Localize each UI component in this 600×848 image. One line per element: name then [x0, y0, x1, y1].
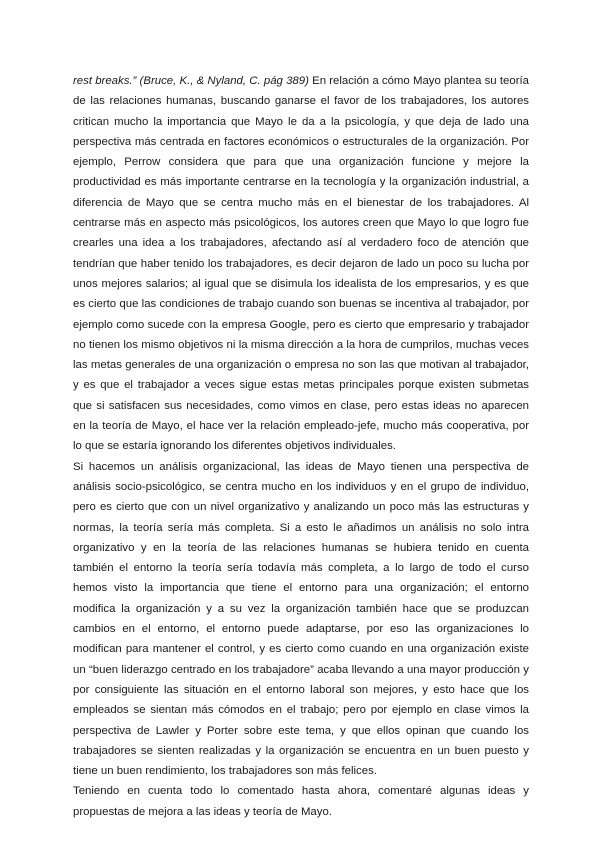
paragraph-3: Teniendo en cuenta todo lo comentado hasta ahora, comentaré algunas ideas y propuestas de mejora a las ideas y teoría de Mayo.: [73, 785, 529, 818]
paragraph-1: [73, 71, 529, 457]
paragraph-1-text: En relación a cómo Mayo plantea su teoría de las relaciones humanas, buscando ganarse el favor de los trabajadores, los autores critican mucho la importancia que Mayo le da a la psicología, y que deja de lado una perspectiva más centrada en factores económicos o estructurales de la organización. Por ejemplo, Perrow considera que para que una organización funcione y mejore la productividad es más importante centrarse en la tecnología y la organización industrial, a diferencia de Mayo que se centra mucho más en el bienestar de los trabajadores. Al centrarse más en aspecto más psicológicos, los autores creen que Mayo lo que logro fue crearles una idea a los trabajadores, afectando así al verdadero foco de atención que tendrían que haber tenido los trabajadores, es decir dejaron de lado un poco su lucha por unos mejores salarios; al igual que se disimula los idealista de los empresarios, y es que es cierto que las condiciones de trabajo cuando son buenas se incentiva al trabajador, por ejemplo como sucede con la empresa Google, pero es cierto que empresario y trabajador no tienen los mismo objetivos ni la misma dirección a la hora de cumprilos, muchas veces las metas generales de una organización o empresa no son las que motivan al trabajador, y es que el trabajador a veces sigue estas metas principales porque existen submetas que si satisfacen sus necesidades, como vimos en clase, pero estas ideas no aparecen en la teoría de Mayo, el hace ver la relación empleado-jefe, mucho más cooperativa, por lo que se estaría ignorando los diferentes objetivos individuales.: [73, 75, 529, 453]
citation: rest breaks.” (Bruce, K., & Nyland, C. pág 389): [73, 75, 309, 87]
document-page: [73, 71, 529, 822]
paragraph-2: Si hacemos un análisis organizacional, las ideas de Mayo tienen una perspectiva de análisis socio-psicológico, se centra mucho en los individuos y en el grupo de individuo, pero es cierto que con un nivel organizativo y analizando un poco más las estructuras y normas, la teoría sería más completa. Si a esto le añadimos un análisis no solo intra organizativo y en la teoría de las relaciones humanas se hubiera tenido en cuenta también el entorno la teoría sería todavía más completa, a lo largo de todo el curso hemos visto la importancia que tiene el entorno para una organización; el entorno modifica la organización y a su vez la organización también hace que se produzcan cambios en el entorno, el entorno puede adaptarse, por eso las organizaciones lo modifican para mantener el control, y es cierto como cuando en una organización existe un “buen liderazgo centrado en los trabajadore” acaba llevando a una mayor producción y por consiguiente las situación en el entorno laboral son mejores, y esto hace que los empleados se sientan más cómodos en el trabajo; pero por ejemplo en clase vimos la perspectiva de Lawler y Porter sobre este tema, y que ellos opinan que cuando los trabajadores se sienten realizadas y la organización se encuentra en un buen puesto y tiene un buen rendimiento, los trabajadores son más felices.: [73, 460, 529, 778]
